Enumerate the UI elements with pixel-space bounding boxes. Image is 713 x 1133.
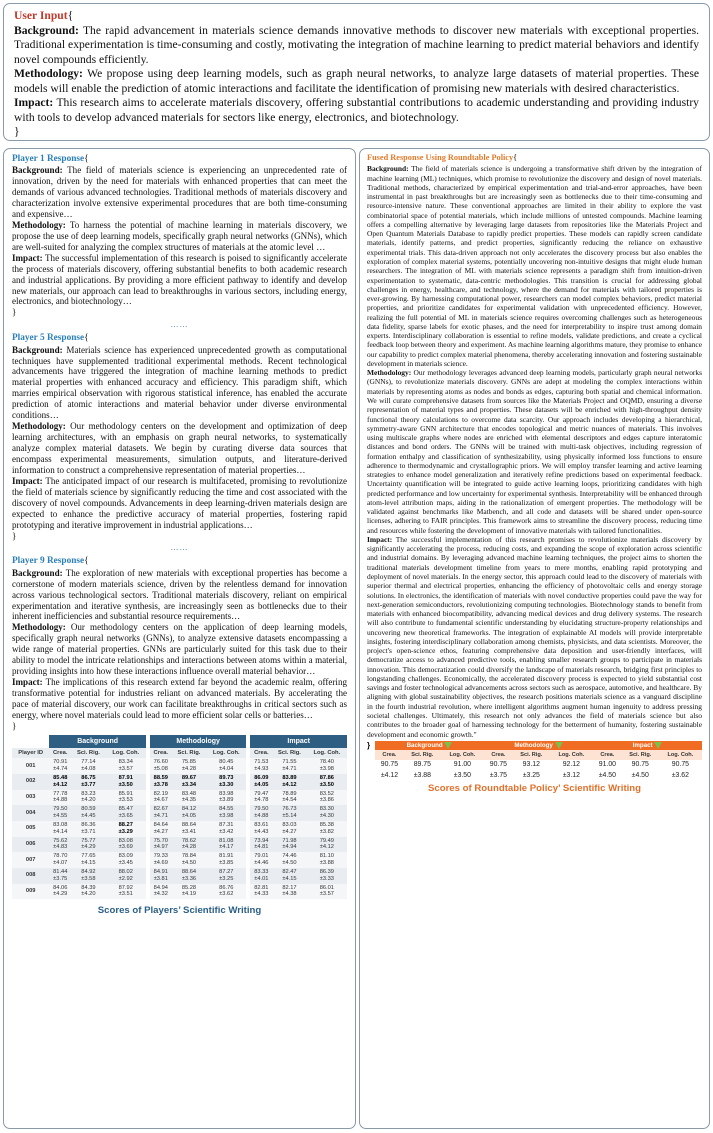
score-cell: 81.44 ±3.75 <box>49 868 71 884</box>
column-header: Crea. <box>250 748 272 758</box>
score-cell: 87.91 ±3.50 <box>106 774 146 790</box>
score-cell: 76.73 ±5.14 <box>272 805 306 821</box>
score-cell: 86.36 ±3.71 <box>71 821 105 837</box>
score-cell: 78.62 ±4.28 <box>172 837 206 853</box>
score-cell: 79.47 ±4.78 <box>250 790 272 806</box>
score-cell: 89.73 ±3.30 <box>206 774 246 790</box>
fused-score-cell: 93.12 <box>513 760 550 771</box>
player-methodology-text: Our methodology centers on the application of deep learning models, specifically graph neural networks (GNNs), to analyze extensive datasets encompassing a wide range of material properties. GNNs are particularly suited for this task due to their ability to model the intricate relationships and interactions between atoms within a material, providing insights into how these interactions influence overall material behavior… <box>12 622 348 677</box>
user-methodology-text: We propose using deep learning models, such as graph neural networks, to analyze large datasets of material properties. These models will enable the prediction of atomic interactions and facilitate the identification of promising new materials with desired characteristics. <box>14 67 699 95</box>
player-id-cell: 002 <box>12 774 49 790</box>
player-id-cell: 006 <box>12 837 49 853</box>
players-panel <box>3 148 356 1129</box>
score-cell: 83.34 ±3.57 <box>106 758 146 774</box>
score-cell: 84.64 ±4.27 <box>150 821 172 837</box>
score-cell: 83.33 ±4.01 <box>250 868 272 884</box>
column-header: Sci. Rig. <box>622 750 659 760</box>
player-response: Player 1 Response{ Background: The field of materials science is experiencing an unprecedented rate of innovation, driven by the need for materials with enhanced properties that can meet the demands of various advanced technologies. Traditional methods of materials discovery and characterization involve extensive experimental procedures that are both time-consuming and expensive… Methodology: To harness the potential of machine learning in materials discovery, we propose the use of deep learning models, specifically graph neural networks (GNNs), which are well-suited for analyzing the complex structures of materials at the atomic level … Impact: The successful implementation of this research is poised to significantly accelerate the process of materials discovery, offering substantial benefits to both academic research and industrial applications. By providing a more efficient pathway to identify and develop new materials, our approach can lead to breakthroughs in various sectors, including energy, electronics, and biotechnology… } <box>12 154 347 318</box>
group-header: Background <box>375 741 484 750</box>
score-cell: 88.02 ±2.92 <box>106 868 146 884</box>
player-methodology-text: To harness the potential of machine learning in materials discovery, we propose the use of deep learning models, specifically graph neural networks (GNNs), which are well-suited for analyzing the complex structures of materials at the atomic level … <box>12 219 347 252</box>
fused-score-cell: 90.75 <box>375 760 404 771</box>
score-cell: 83.08 ±4.14 <box>49 821 71 837</box>
down-arrow-icon <box>654 742 662 749</box>
group-header: Methodology <box>484 741 593 750</box>
score-cell: 85.48 ±4.12 <box>49 774 71 790</box>
impact-label: Impact: <box>12 475 43 486</box>
fused-score-cell: 91.00 <box>593 760 622 771</box>
group-header: Impact <box>250 735 347 748</box>
score-cell: 78.84 ±4.50 <box>172 852 206 868</box>
fused-score-std-cell: ±3.88 <box>404 771 441 782</box>
score-cell: 81.91 ±3.85 <box>206 852 246 868</box>
table-row <box>12 774 347 790</box>
score-cell: 81.10 ±3.88 <box>307 852 347 868</box>
score-cell: 82.81 ±4.33 <box>250 884 272 900</box>
table-row <box>12 805 347 821</box>
player-id-header: Player ID <box>12 748 49 758</box>
column-header: Log. Coh. <box>307 748 347 758</box>
score-cell: 84.12 ±4.05 <box>172 805 206 821</box>
group-header: Methodology <box>150 735 247 748</box>
column-header: Sci. Rig. <box>272 748 306 758</box>
methodology-label: Methodology: <box>12 421 66 432</box>
score-cell: 84.55 ±3.98 <box>206 805 246 821</box>
score-cell: 85.91 ±3.53 <box>106 790 146 806</box>
player-response: Player 9 Response{ Background: The exploration of new materials with exceptional properties has become a cornerstone of modern materials science, driven by the relentless demand for innovation across various technological sectors. Traditional materials discovery, reliant on empirical experimentation and iterative synthesis, are increasingly seen as bottlenecks due to their inherent inefficiencies and substantial resource requirements… Methodology: Our methodology centers on the application of deep learning models, specifically graph neural networks (GNNs), to analyze extensive datasets encompassing a wide range of material properties. GNNs are particularly suited for this task due to their ability to model the intricate relationships and interactions between atoms within a material, providing insights into how these interactions influence overall material behavior… Impact: The implications of this research extend far beyond the academic realm, offering transformative potential for industries reliant on advanced materials. By accelerating the pace of material discovery, our work can facilitate breakthroughs in critical sectors such as energy, where novel materials could lead to more efficient solar cells or batteries… } <box>12 556 348 731</box>
player-header: Player 9 Response <box>12 556 85 567</box>
score-cell: 83.30 ±4.30 <box>307 805 347 821</box>
score-cell: 83.89 ±4.12 <box>272 774 306 790</box>
user-impact-text: This research aims to accelerate materials discovery, offering substantial contributions to academic understanding and providing industry with tools to develop advanced materials for sectors like energy, electronics, and biotechnology. <box>14 96 699 124</box>
player-background-text: The exploration of new materials with exceptional properties has become a cornerstone of modern materials science, driven by the relentless demand for innovation across various technological sectors. Traditional materials discovery, reliant on empirical experimentation and iterative synthesis, are increasingly seen as bottlenecks due to their inherent inefficiencies and substantial resource requirements… <box>12 567 347 622</box>
score-cell: 89.67 ±3.34 <box>172 774 206 790</box>
background-label: Background: <box>367 164 409 174</box>
score-cell: 75.77 ±4.29 <box>71 837 105 853</box>
score-cell: 71.53 ±4.93 <box>250 758 272 774</box>
player-header: Player 5 Response <box>12 333 85 344</box>
column-header: Crea. <box>150 748 172 758</box>
fused-score-std-cell: ±4.50 <box>622 771 659 782</box>
fused-background-text: The field of materials science is undergoing a transformative shift driven by the integration of machine learning (ML) techniques, which promise to revolutionize the discovery and design of novel materials. Traditional methods, characterized by empirical experimentation and trial-and-error approaches, have been instrumental in past breakthroughs but are increasingly seen as bottlenecks due to their time-consuming and resource-intensive nature. These conventional approaches are limited in their ability to explore the vast combinatorial space of potential materials, which include millions of untested compounds. Machine learning offers a compelling alternative by leveraging large datasets from repositories like the Materials Project and Open Quantum Materials Database to rapidly predict properties. These models can rapidly screen candidate materials, identify patterns, and predict properties, significantly reducing the reliance on exhaustive experimental trials. This data-driven approach not only accelerates the discovery process but also enables the exploration of complex material systems, potentially uncovering non-intuitive designs that might elude human researchers. The integration of ML with materials science represents a paradigm shift from intuition-driven experimentation to systematic, data-centric methodologies. This transition is crucial for addressing global challenges in energy, healthcare, and technology, where the demand for materials with tailored properties is ever-growing. By harnessing computational power, researchers can model complex behaviors, predict material properties, and prioritize candidates for experimental validation with unprecedented efficiency. However, realizing the full potential of ML in materials science requires overcoming challenges such as heterogeneous data fidelity, sparse labels for exotic phases, and the need for interpretability to inspire trust among domain experts. Interdisciplinary collaboration is essential to refine models, validate predictions, and create a cyclical feedback loop between theory and experiment. As machine learning algorithms mature, they promise to enhance our capability to predict complex material phenomena, thereby accelerating innovation and fostering sustainable development in materials science. <box>367 164 702 368</box>
score-cell: 83.48 ±4.35 <box>172 790 206 806</box>
column-header: Sci. Rig. <box>404 750 441 760</box>
fused-impact-text: The successful implementation of this research promises to revolutionize materials discovery by significantly accelerating the process, reducing costs, and expanding the scope of exploration across scientific and industrial domains. By leveraging advanced machine learning techniques, the project aims to shorten the traditional materials development timeline from years to mere months, enabling rapid prototyping and deployment of novel materials. In the energy sector, this approach could lead to the discovery of materials with superior thermal and electrical properties, enhancing the efficiency of photovoltaic cells and energy storage solutions. In electronics, the identification of materials with novel conductive properties could pave the way for next-generation semiconductors, revolutionizing computing technologies. Biotechnology stands to benefit from materials with enhanced biocompatibility, advancing medical devices and drug delivery systems. The research will also contribute to fundamental scientific understanding by elucidating structure-property relationships and uncovering new theoretical frameworks. The integration of explainable AI models will provide interpretable insights, fostering interdisciplinary collaboration among chemists, physicists, and data scientists. Moreover, the project's open-science ethos, featuring comprehensive data deposition and user-friendly interfaces, will democratize access to advanced predictive tools, enabling smaller research groups to participate in materials innovation. This democratization could diversify the landscape of materials research, bridging first principles to longstanding challenges. Economically, the accelerated discovery process is expected to yield substantial cost savings and foster technological advancements across sectors such as aerospace, automotive, and healthcare. By aligning with global sustainability objectives, the research positions materials science as a vanguard discipline in the fourth industrial revolution, where intelligent algorithms augment human ingenuity to address pressing societal challenges. Ultimately, this research not only advances the field of materials science but also contributes to the broader goal of harnessing technology for the betterment of humanity, fostering sustainable development and economic growth." <box>367 534 702 739</box>
score-cell: 86.09 ±4.05 <box>250 774 272 790</box>
score-cell: 84.06 ±4.29 <box>49 884 71 900</box>
score-cell: 78.89 ±4.54 <box>272 790 306 806</box>
column-header: Sci. Rig. <box>172 748 206 758</box>
group-header: Background <box>49 735 146 748</box>
user-background-text: The rapid advancement in materials science demands innovative methods to discover new materials with exceptional properties. Traditional experimentation is time-consuming and costly, motivating the integration of machine learning to predict material behaviors and identify novel compounds efficiently. <box>14 23 699 66</box>
impact-label: Impact: <box>12 252 43 263</box>
score-cell: 78.40 ±3.98 <box>307 758 347 774</box>
table-row <box>12 821 347 837</box>
table-row <box>12 790 347 806</box>
column-header: Crea. <box>484 750 513 760</box>
score-cell: 75.70 ±4.97 <box>150 837 172 853</box>
score-cell: 86.01 ±3.57 <box>307 884 347 900</box>
table-row <box>12 852 347 868</box>
score-cell: 83.61 ±4.43 <box>250 821 272 837</box>
score-cell: 79.01 ±4.46 <box>250 852 272 868</box>
column-header: Log. Coh. <box>206 748 246 758</box>
background-label: Background: <box>12 165 63 176</box>
fused-score-std-cell: ±3.62 <box>659 771 702 782</box>
score-cell: 84.91 ±3.81 <box>150 868 172 884</box>
score-cell: 76.60 ±5.08 <box>150 758 172 774</box>
score-cell: 88.64 ±3.41 <box>172 821 206 837</box>
fused-score-std-cell: ±3.75 <box>484 771 513 782</box>
score-cell: 78.70 ±4.07 <box>49 852 71 868</box>
score-cell: 73.94 ±4.81 <box>250 837 272 853</box>
fused-score-cell: 92.12 <box>550 760 593 771</box>
column-header: Log. Coh. <box>441 750 484 760</box>
methodology-label: Methodology: <box>367 368 412 378</box>
player-impact-text: The anticipated impact of our research is multifaceted, promising to revolutionize the field of materials science by significantly reducing the time and cost associated with the discovery of novel compounds. Advancements in deep learning-driven materials design are expected to enhance the predictive accuracy of material properties, fostering rapid prototyping and iterative improvement in industrial applications… <box>12 475 347 530</box>
player-id-cell: 001 <box>12 758 49 774</box>
fused-score-std-cell: ±4.12 <box>375 771 404 782</box>
score-cell: 83.52 ±3.86 <box>307 790 347 806</box>
player-id-cell: 003 <box>12 790 49 806</box>
impact-label: Impact: <box>12 677 43 688</box>
score-cell: 83.08 ±3.69 <box>106 837 146 853</box>
impact-label: Impact: <box>14 96 54 110</box>
score-cell: 74.46 ±4.50 <box>272 852 306 868</box>
score-cell: 88.27 ±3.29 <box>106 821 146 837</box>
score-cell: 82.67 ±4.71 <box>150 805 172 821</box>
column-header: Sci. Rig. <box>71 748 105 758</box>
score-cell: 82.17 ±4.38 <box>272 884 306 900</box>
score-cell: 85.28 ±4.19 <box>172 884 206 900</box>
user-input-header: User Input <box>14 9 68 22</box>
fused-score-cell: 90.75 <box>484 760 513 771</box>
player-header: Player 1 Response <box>12 154 85 164</box>
score-cell: 87.31 ±3.42 <box>206 821 246 837</box>
background-label: Background: <box>14 23 79 37</box>
player-impact-text: The implications of this research extend far beyond the academic realm, offering transformative potential for industries reliant on advanced materials. By accelerating the pace of material discovery, our work can facilitate breakthroughs in critical sectors such as energy, where novel materials could lead to more efficient solar cells or batteries… <box>12 677 347 720</box>
background-label: Background: <box>12 344 63 355</box>
score-cell: 88.64 ±3.36 <box>172 868 206 884</box>
score-cell: 71.55 ±4.71 <box>272 758 306 774</box>
score-cell: 82.19 ±4.67 <box>150 790 172 806</box>
score-cell: 84.39 ±4.20 <box>71 884 105 900</box>
score-cell: 87.27 ±3.25 <box>206 868 246 884</box>
score-cell: 70.91 ±4.74 <box>49 758 71 774</box>
player-background-text: The field of materials science is experiencing an unprecedented rate of innovation, driven by the need for materials with enhanced properties that can meet the demands of various advanced technologies. Traditional methods of materials discovery and characterization involve extensive experimental procedures that are both time-consuming and expensive… <box>12 165 347 219</box>
ellipsis-separator: …… <box>170 543 189 553</box>
column-header: Sci. Rig. <box>513 750 550 760</box>
players-table-caption: Scores of Players’ Scientific Writing <box>97 905 262 917</box>
fused-methodology-text: Our methodology leverages advanced deep learning models, particularly graph neural networks (GNNs), to revolutionize materials discovery. GNNs are adept at modeling the complex interactions within materials by representing atoms as nodes and bonds as edges, capturing both spatial and chemical information. We will curate comprehensive datasets from sources like the Materials Project and OQMD, ensuring a diverse representation of material types and properties. These datasets will be enriched with high-throughput density functional theory calculations to overcome data scarcity. Our approach includes developing a hierarchical, symmetry-aware GNN architecture that encodes topological and metric nuances of materials. This involves using multiscale graphs where nodes are enriched with elemental descriptors and edges capture interatomic distances and bond orders. The GNNs will be trained with multi-task objectives, including regression of formation enthalpy and classification of synthesizability, using physically informed loss functions to ensure adherence to thermodynamic and crystallographic priors. We will employ transfer learning and active learning strategies to enhance model generalization and iteratively refine predictions based on experimental feedback. Uncertainty quantification will be integrated to guide active learning loops, prioritizing candidates with high predicted performance and low uncertainty for experimental synthesis. Interpretability will be enhanced through atom-level attribution maps, aiding in the rationalization of emergent properties. The methodology will be validated against benchmarks like Matbench, and all code and datasets will be shared under open-source licenses, adhering to FAIR principles. This framework aims to streamline the discovery process, reducing time and resources while fostering the development of innovative materials with tailored functionalities. <box>367 368 703 535</box>
fused-score-table: } Background Methodology Impact Crea. Sci. Rig. Log. Coh. Crea. Sci. Rig. Log. Coh. Crea. Sci. Rig. Log. Coh. 90.75 89.75 91.00 90.75 93.12 92.12 91.00 90.75 90.75 ±4.12 ±3.88 ±3.50 ±3.75 ±3.25 ±3.12 ±4.50 ±4.50 ±3.62 <box>367 741 702 781</box>
player-id-cell: 007 <box>12 852 49 868</box>
methodology-label: Methodology: <box>14 67 83 81</box>
score-cell: 83.03 ±4.27 <box>272 821 306 837</box>
user-input-panel <box>3 3 710 141</box>
score-cell: 77.78 ±4.88 <box>49 790 71 806</box>
score-cell: 75.85 ±4.28 <box>172 758 206 774</box>
score-cell: 79.50 ±4.55 <box>49 805 71 821</box>
score-cell: 81.08 ±4.17 <box>206 837 246 853</box>
score-cell: 86.76 ±3.62 <box>206 884 246 900</box>
player-id-cell: 005 <box>12 821 49 837</box>
user-input-text: User Input{ Background: The rapid advancement in materials science demands innovative methods to discover new materials with exceptional properties. Traditional experimentation is time-consuming and costly, motivating the integration of machine learning to predict material behaviors and identify novel compounds efficiently. Methodology: We propose using deep learning models, such as graph neural networks, to analyze large datasets of material properties. These models will enable the prediction of atomic interactions and facilitate the identification of promising new materials with desired characteristics. Impact: This research aims to accelerate materials discovery, offering substantial contributions to academic understanding and providing industry with tools to develop advanced materials for sectors like energy, electronics, and biotechnology. } <box>14 9 699 139</box>
fused-response: Fused Response Using Roundtable Policy{ Background: The field of materials science is undergoing a transformative shift driven by the integration of machine learning (ML) techniques, which promise to revolutionize the discovery and design of novel materials. Traditional methods, characterized by empirical experimentation and trial-and-error approaches, have been instrumental in past breakthroughs but are increasingly seen as bottlenecks due to their time-consuming and resource-intensive nature. These conventional approaches are limited in their ability to explore the vast combinatorial space of potential materials, which include millions of untested compounds. Machine learning offers a compelling alternative by leveraging large datasets from repositories like the Materials Project and Open Quantum Materials Database to rapidly predict properties. These models can rapidly screen candidate materials, identify patterns, and predict properties, significantly reducing the reliance on exhaustive experimental trials. This data-driven approach not only accelerates the discovery process but also enables the exploration of complex material systems, potentially uncovering non-intuitive designs that might elude human researchers. The integration of ML with materials science represents a paradigm shift from intuition-driven experimentation to systematic, data-centric methodologies. This transition is crucial for addressing global challenges in energy, healthcare, and technology, where the demand for materials with tailored properties is ever-growing. By harnessing computational power, researchers can model complex behaviors, predict material properties, and prioritize candidates for experimental validation with unprecedented efficiency. However, realizing the full potential of ML in materials science requires overcoming challenges such as heterogeneous data fidelity, sparse labels for exotic phases, and the need for interpretability to inspire trust among domain experts. Interdisciplinary collaboration is essential to refine models, validate predictions, and create a cyclical feedback loop between theory and experiment. As machine learning algorithms mature, they promise to enhance our capability to predict complex material phenomena, thereby accelerating innovation and fostering sustainable development in materials science. Methodology: Our methodology leverages advanced deep learning models, particularly graph neural networks (GNNs), to revolutionize materials discovery. GNNs are adept at modeling the complex interactions within materials by representing atoms as nodes and bonds as edges, capturing both spatial and chemical information. We will curate comprehensive datasets from sources like the Materials Project and OQMD, ensuring a diverse representation of material types and properties. These datasets will be enriched with high-throughput density functional theory calculations to overcome data scarcity. Our approach includes developing a hierarchical, symmetry-aware GNN architecture that encodes topological and metric nuances of materials. This involves using multiscale graphs where nodes are enriched with elemental descriptors and edges capture interatomic distances and bond orders. The GNNs will be trained with multi-task objectives, including regression of formation enthalpy and classification of synthesizability, using physically informed loss functions to ensure adherence to thermodynamic and crystallographic priors. We will employ transfer learning and active learning strategies to enhance model generalization and iteratively refine predictions based on experimental feedback. Uncertainty quantification will be integrated to guide active learning loops, prioritizing candidates with high predicted performance and low uncertainty for experimental synthesis. Interpretability will be enhanced through atom-level attribution maps, aiding in the rationalization of emergent properties. The methodology will be validated against benchmarks like Matbench, and all code and datasets will be shared under open-source licenses, adhering to FAIR principles. This framework aims to streamline the discovery process, reducing time and resources while fostering the development of innovative materials with tailored functionalities. Impact: The successful implementation of this research promises to revolutionize materials discovery by significantly accelerating the process, reducing costs, and expanding the scope of exploration across scientific and industrial domains. By leveraging advanced machine learning techniques, the project aims to shorten the traditional materials development timeline from years to mere months, enabling rapid prototyping and deployment of novel materials. In the energy sector, this approach could lead to the discovery of materials with superior thermal and electrical properties, enhancing the efficiency of photovoltaic cells and energy storage solutions. In electronics, the identification of materials with novel conductive properties could pave the way for next-generation semiconductors, revolutionizing computing technologies. Biotechnology stands to benefit from materials with enhanced biocompatibility, advancing medical devices and drug delivery systems. The research will also contribute to fundamental scientific understanding by elucidating structure-property relationships and uncovering new theoretical frameworks. The integration of explainable AI models will provide interpretable insights, fostering interdisciplinary collaboration among chemists, physicists, and data scientists. Moreover, the project's open-science ethos, featuring comprehensive data deposition and user-friendly interfaces, will democratize access to advanced predictive tools, enabling smaller research groups to participate in materials innovation. This democratization could diversify the landscape of materials research, bridging first principles to longstanding challenges. Economically, the accelerated discovery process is expected to yield substantial cost savings and foster technological advancements across sectors such as aerospace, automotive, and healthcare. By aligning with global sustainability objectives, the research positions materials science as a vanguard discipline in the fourth industrial revolution, where intelligent algorithms augment human ingenuity to address pressing societal challenges. Ultimately, this research not only advances the field of materials science but also contributes to the broader goal of harnessing technology for the betterment of humanity, fostering sustainable development and economic growth." <box>367 153 703 739</box>
fused-score-cell: 89.75 <box>404 760 441 771</box>
score-cell: 79.49 ±4.12 <box>307 837 347 853</box>
table-row <box>12 884 347 900</box>
score-cell: 80.45 ±4.04 <box>206 758 246 774</box>
fused-score-cell: 90.75 <box>622 760 659 771</box>
score-cell: 86.75 ±3.77 <box>71 774 105 790</box>
score-cell: 87.86 ±3.50 <box>307 774 347 790</box>
fused-panel <box>359 148 710 1129</box>
score-cell: 77.14 ±4.08 <box>71 758 105 774</box>
methodology-label: Methodology: <box>12 219 66 230</box>
player-impact-text: The successful implementation of this research is poised to significantly accelerate the process of materials discovery, offering substantial benefits to both academic research and industrial applications. By providing a more efficient pathway to identify and develop new materials, our approach can lead to breakthroughs in various sectors, including energy, electronics, and biotechnology… <box>12 252 347 307</box>
fused-score-cell: 91.00 <box>441 760 484 771</box>
ellipsis-separator: …… <box>170 320 189 330</box>
score-cell: 85.47 ±3.65 <box>106 805 146 821</box>
player-response: Player 5 Response{ Background: Materials science has experienced unprecedented growth as computational techniques have supplemented traditional experimental methods. Recent technological advancements have triggered the integration of machine learning methods to predict material properties with enhanced accuracy and efficiency. This paradigm shift, which marries empirical observation with rigorous statistical inference, has enabled the accurate prediction of atomic interactions and material behavior under diverse environmental conditions… Methodology: Our methodology centers on the development and optimization of deep learning architectures, with an emphasis on graph neural networks, to systematically analyze complex material datasets. We begin by curating diverse data sources that encompass experimental measurements, simulation outputs, and literature-derived information to construct a comprehensive representation of material properties… Impact: The anticipated impact of our research is multifaceted, promising to revolutionize the field of materials science by significantly reducing the time and cost associated with the discovery of novel compounds. Advancements in deep learning-driven materials design are expected to enhance the predictive accuracy of material properties, fostering rapid prototyping and iterative improvement in industrial applications… } <box>12 333 347 541</box>
score-cell: 86.39 ±3.33 <box>307 868 347 884</box>
column-header: Log. Coh. <box>550 750 593 760</box>
score-cell: 79.33 ±4.69 <box>150 852 172 868</box>
fused-header: Fused Response Using Roundtable Policy <box>367 153 514 162</box>
score-cell: 82.47 ±4.15 <box>272 868 306 884</box>
table-row <box>12 868 347 884</box>
methodology-label: Methodology: <box>12 622 66 633</box>
impact-label: Impact: <box>367 534 393 544</box>
background-label: Background: <box>12 567 63 578</box>
fused-table-caption: Scores of Roundtable Policy’ Scientific Writing <box>427 783 642 795</box>
fused-score-std-cell: ±4.50 <box>593 771 622 782</box>
fused-score-std-cell: ±3.12 <box>550 771 593 782</box>
table-row <box>12 758 347 774</box>
score-cell: 85.38 ±3.82 <box>307 821 347 837</box>
score-cell: 71.98 ±4.94 <box>272 837 306 853</box>
group-header: Impact <box>593 741 702 750</box>
player-id-cell: 009 <box>12 884 49 900</box>
score-cell: 83.23 ±4.20 <box>71 790 105 806</box>
players-score-table <box>12 735 347 900</box>
column-header: Crea. <box>375 750 404 760</box>
score-cell: 83.98 ±3.89 <box>206 790 246 806</box>
score-cell: 79.50 ±4.88 <box>250 805 272 821</box>
column-header: Crea. <box>49 748 71 758</box>
score-cell: 84.92 ±3.58 <box>71 868 105 884</box>
score-cell: 83.09 ±3.45 <box>106 852 146 868</box>
score-cell: 75.62 ±4.83 <box>49 837 71 853</box>
column-header: Crea. <box>593 750 622 760</box>
fused-score-cell: 90.75 <box>659 760 702 771</box>
player-id-cell: 004 <box>12 805 49 821</box>
player-id-cell: 008 <box>12 868 49 884</box>
score-cell: 88.59 ±3.78 <box>150 774 172 790</box>
down-arrow-icon <box>555 742 563 749</box>
score-cell: 84.94 ±4.32 <box>150 884 172 900</box>
score-cell: 87.92 ±3.51 <box>106 884 146 900</box>
score-cell: 77.65 ±4.15 <box>71 852 105 868</box>
fused-score-std-cell: ±3.25 <box>513 771 550 782</box>
column-header: Log. Coh. <box>106 748 146 758</box>
fused-score-std-cell: ±3.50 <box>441 771 484 782</box>
column-header: Log. Coh. <box>659 750 702 760</box>
player-methodology-text: Our methodology centers on the development and optimization of deep learning architectures, with an emphasis on graph neural networks, to systematically analyze complex material datasets. We begin by curating diverse data sources that encompass experimental measurements, simulation outputs, and literature-derived information to construct a comprehensive representation of material properties… <box>12 421 347 475</box>
player-background-text: Materials science has experienced unprecedented growth as computational techniques have supplemented traditional experimental methods. Recent technological advancements have triggered the integration of machine learning methods to predict material properties with enhanced accuracy and efficiency. This paradigm shift, which marries empirical observation with rigorous statistical inference, has enabled the accurate prediction of atomic interactions and material behavior under diverse environmental conditions… <box>12 344 347 421</box>
down-arrow-icon <box>444 742 452 749</box>
score-cell: 80.59 ±4.45 <box>71 805 105 821</box>
table-row <box>12 837 347 853</box>
